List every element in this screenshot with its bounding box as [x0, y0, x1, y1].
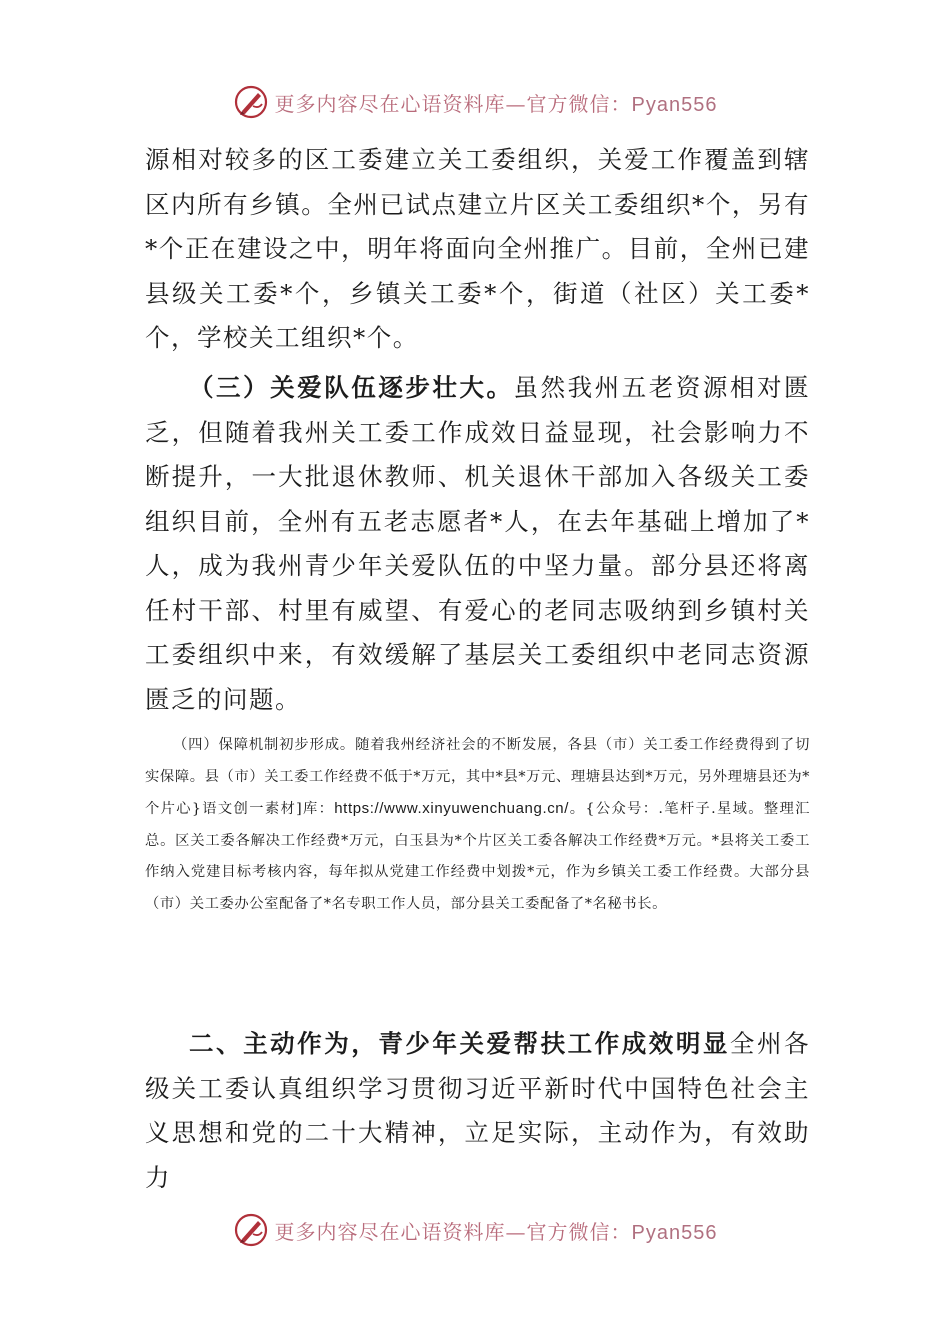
paragraph-4: [145, 1022, 810, 1200]
paragraph-text: [145, 1022, 810, 1200]
pen-seal-icon: [233, 1212, 269, 1248]
watermark-text: 更多内容尽在心语资料库—官方微信：Pyan556: [274, 91, 718, 116]
paragraph-3: [145, 730, 810, 920]
footer-watermark: [0, 1210, 950, 1250]
pen-seal-icon: [233, 84, 269, 120]
paragraph-text: （四）保障机制初步形成。随着我州经济社会的不断发展，各县（市）关工委工作经费得到了切实保障。县（市）关工委工作经费不低于*万元，其中*县*万元、理塘县达到*万元，另外理塘县还为*个片心}语文创一素材]库：https://www.xinyuwenchuang.cn/。{公众号：.笔杆子.星域。整理汇总。区关工委各解决工作经费*万元，白玉县为*个片区关工委各解决工作经费*万元。*县将关工委工作纳入党建目标考核内容，每年拟从党建工作经费中划拨*元，作为乡镇关工委工作经费。大部分县（市）关工委办公室配备了*名专职工作人员，部分县关工委配备了*名秘书长。: [145, 737, 810, 912]
section-heading: 二、主动作为，青少年关爱帮扶工作成效明显: [189, 1029, 730, 1058]
section-body: 虽然我州五老资源相对匮乏，但随着我州关工委工作成效日益显现，社会影响力不断提升，一大批退休教师、机关退休干部加入各级关工委组织目前，全州有五老志愿者*人，在去年基础上增加了*人，成为我州青少年关爱队伍的中坚力量。部分县还将离任村干部、村里有威望、有爱心的老同志吸纳到乡镇村关工委组织中来，有效缓解了基层关工委组织中老同志资源匮乏的问题。: [145, 373, 811, 714]
paragraph-2: [145, 366, 810, 722]
section-heading: （三）关爱队伍逐步壮大。: [189, 373, 514, 402]
paragraph-text: [145, 366, 810, 722]
header-watermark: [0, 82, 950, 122]
paragraph-1: [145, 138, 810, 361]
watermark-text: 更多内容尽在心语资料库—官方微信：Pyan556: [274, 1219, 718, 1244]
source-url: https://www.xinyuwenchuang.cn/: [334, 800, 570, 817]
section-body: 全州各级关工委认真组织学习贯彻习近平新时代中国特色社会主义思想和党的二十大精神，立足实际，主动作为，有效助力: [145, 1029, 811, 1192]
paragraph-text: 源相对较多的区工委建立关工委组织，关爱工作覆盖到辖区内所有乡镇。全州已试点建立片区关工委组织*个，另有*个正在建设之中，明年将面向全州推广。目前，全州已建县级关工委*个，乡镇关工委*个，街道（社区）关工委*个，学校关工组织*个。: [145, 145, 810, 352]
